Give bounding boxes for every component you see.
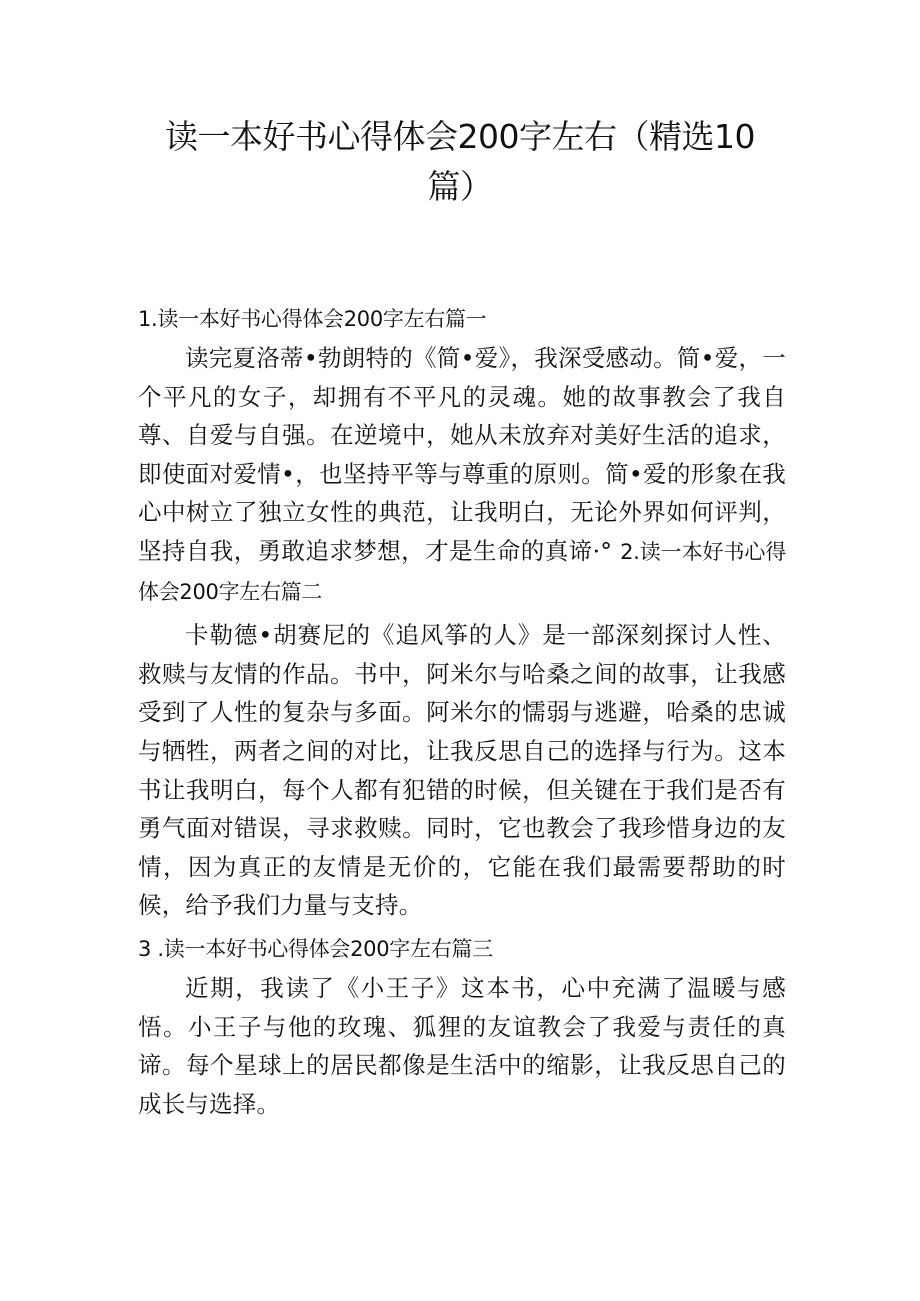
- section-paragraph-3: 近期，我读了《小王子》这本书，心中充满了温暖与感悟。小王子与他的玫瑰、狐狸的友谊教会了我爱与责任的真谛。每个星球上的居民都像是生活中的缩影，让我反思自己的成长与选择。: [138, 973, 786, 1118]
- page-title: 读一本好书心得体会200字左右（精选10篇）: [165, 117, 755, 206]
- section-paragraph-1: [138, 339, 786, 611]
- section-paragraph-2: 卡勒德•胡赛尼的《追风筝的人》是一部深刻探讨人性、救赎与友情的作品。书中，阿米尔与哈桑之间的故事，让我感受到了人性的复杂与多面。阿米尔的懦弱与逃避，哈桑的忠诚与牺牲，两者之间的对比，让我反思自己的选择与行为。这本书让我明白，每个人都有犯错的时候，但关键在于我们是否有勇气面对错误，寻求救赎。同时，它也教会了我珍惜身边的友情，因为真正的友情是无价的，它能在我们最需要帮助的时候，给予我们力量与支持。: [138, 621, 786, 920]
- section-heading-2: 2.读一本好书心得体会200字左右篇二: [138, 539, 787, 604]
- section-heading-1: 1.读一本好书心得体会200字左右篇一: [138, 307, 487, 331]
- section-paragraph-1-text: 读完夏洛蒂•勃朗特的《简•爱》，我深受感动。简•爱，一个平凡的女子，却拥有不平凡的灵魂。她的故事教会了我自尊、自爱与自强。在逆境中，她从未放弃对美好生活的追求，即使面对爱情•，也坚持平等与尊重的原则。简•爱的形象在我心中树立了独立女性的典范，让我明白，无论外界如何评判，坚持自我，勇敢追求梦想，才是生命的真谛·°: [138, 344, 786, 565]
- section-heading-3: 3 .读一本好书心得体会200字左右篇三: [138, 936, 493, 961]
- document-body: [138, 300, 786, 1128]
